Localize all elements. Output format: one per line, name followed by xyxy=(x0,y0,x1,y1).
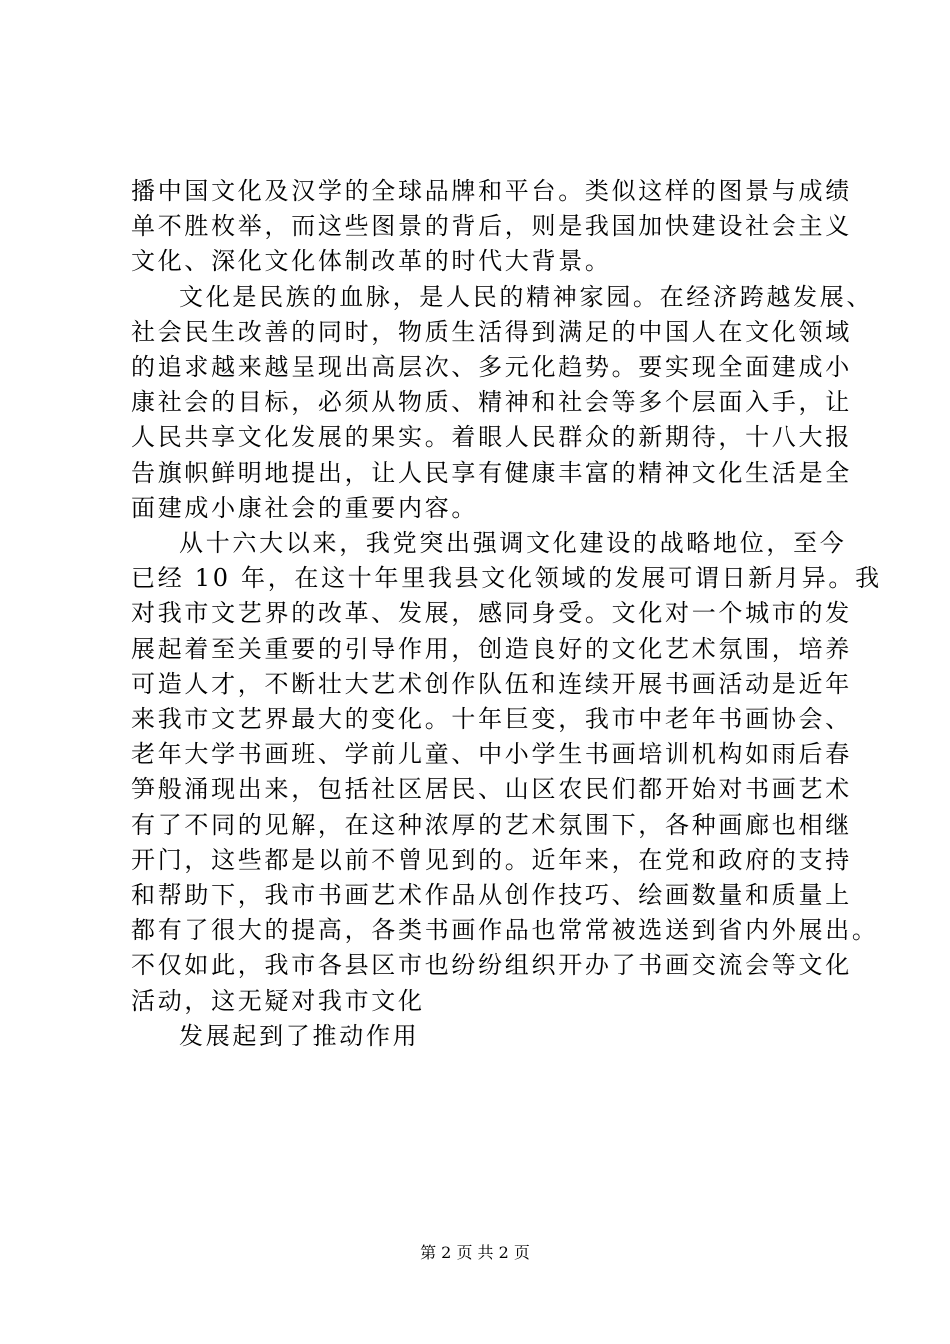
text-line: 笋般涌现出来，包括社区居民、山区农民们都开始对书画艺术 xyxy=(131,775,852,804)
text-line: 从十六大以来，我党突出强调文化建设的战略地位，至今 xyxy=(179,529,847,557)
text-line: 的追求越来越呈现出高层次、多元化趋势。要实现全面建成小 xyxy=(131,353,852,381)
page-footer: 第 2 页 共 2 页 xyxy=(420,1243,530,1262)
text-line: 人民共享文化发展的果实。着眼人民群众的新期待，十八大报 xyxy=(131,423,852,452)
text-line: 已经 10 年，在这十年里我县文化领域的发展可谓日新月异。我 xyxy=(131,564,882,593)
text-line: 来我市文艺界最大的变化。十年巨变，我市中老年书画协会、 xyxy=(131,705,852,733)
text-line: 展起着至关重要的引导作用，创造良好的文化艺术氛围，培养 xyxy=(131,634,852,663)
text-line: 发展起到了推动作用 xyxy=(179,1021,420,1050)
text-line: 告旗帜鲜明地提出，让人民享有健康丰富的精神文化生活是全 xyxy=(131,458,852,487)
text-line: 面建成小康社会的重要内容。 xyxy=(131,493,479,522)
text-line: 单不胜枚举，而这些图景的背后，则是我国加快建设社会主义 xyxy=(131,212,852,241)
text-line: 播中国文化及汉学的全球品牌和平台。类似这样的图景与成绩 xyxy=(131,177,852,205)
text-line: 社会民生改善的同时，物质生活得到满足的中国人在文化领域 xyxy=(131,317,852,346)
text-line: 老年大学书画班、学前儿童、中小学生书画培训机构如雨后春 xyxy=(131,740,852,769)
text-line: 对我市文艺界的改革、发展，感同身受。文化对一个城市的发 xyxy=(131,599,852,628)
text-line: 文化是民族的血脉，是人民的精神家园。在经济跨越发展、 xyxy=(179,282,874,311)
text-line: 开门，这些都是以前不曾见到的。近年来，在党和政府的支持 xyxy=(131,845,852,874)
text-line: 可造人才，不断壮大艺术创作队伍和连续开展书画活动是近年 xyxy=(131,669,852,698)
text-line: 文化、深化文化体制改革的时代大背景。 xyxy=(131,247,612,276)
text-line: 和帮助下，我市书画艺术作品从创作技巧、绘画数量和质量上 xyxy=(131,881,852,909)
text-line: 康社会的目标，必须从物质、精神和社会等多个层面入手，让 xyxy=(131,388,852,417)
text-line: 活动，这无疑对我市文化 xyxy=(131,986,425,1015)
text-line: 都有了很大的提高，各类书画作品也常常被选送到省内外展出。 xyxy=(131,916,879,945)
text-line: 有了不同的见解，在这种浓厚的艺术氛围下，各种画廊也相继 xyxy=(131,810,852,839)
text-line: 不仅如此，我市各县区市也纷纷组织开办了书画交流会等文化 xyxy=(131,951,852,980)
